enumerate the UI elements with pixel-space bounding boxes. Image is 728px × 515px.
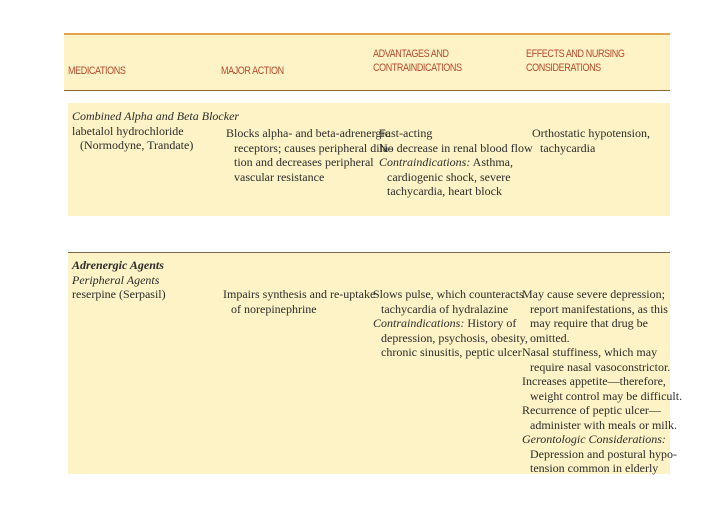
header-advantages: ADVANTAGES AND CONTRAINDICATIONS <box>373 48 462 74</box>
section2-top-rule <box>68 252 670 253</box>
section2-category: Adrenergic Agents <box>72 258 164 272</box>
section1-advantages: Fast-acting No decrease in renal blood flow Contraindications: Asthma, cardiogenic shock, severe tachycardia, heart block <box>379 126 533 198</box>
section1-medication <box>72 109 239 153</box>
section2-effects: May cause severe depression; report manifestations, as this may require that drug be omitted. Nasal stuffiness, which may require nasal vasoconstrictor. Increases appetite—therefore, weight control may be difficult. Recurrence of peptic ulcer— administer with meals or milk. Gerontologic Considerations: Depression and postural hypo- tension common in elderly <box>522 287 683 475</box>
section2-medication <box>72 258 166 302</box>
section2-action: Impairs synthesis and re-uptake of norepinephrine <box>223 287 376 316</box>
header-bottom-rule <box>64 90 670 91</box>
header-top-rule <box>64 33 670 35</box>
header-major-action: MAJOR ACTION <box>221 65 284 77</box>
section1-action: Blocks alpha- and beta-adrenergic receptors; causes peripheral dila- tion and decreases peripheral vascular resistance <box>226 126 393 184</box>
section1-drug: labetalol hydrochloride <box>72 123 184 138</box>
section2-advantages: Slows pulse, which counteracts tachycardia of hydralazine Contraindications: History of depression, psychosis, obesity, chronic sinusitis, peptic ulcer <box>373 287 528 359</box>
header-medications: MEDICATIONS <box>68 65 126 77</box>
section1-category: Combined Alpha and Beta Blocker <box>72 109 240 123</box>
section1-effects: Orthostatic hypotension, tachycardia <box>532 126 650 155</box>
section2-drug: reserpine (Serpasil) <box>72 287 166 301</box>
header-effects: EFFECTS AND NURSING CONSIDERATIONS <box>526 48 625 74</box>
section2-subcategory: Peripheral Agents <box>72 272 160 287</box>
section1-brand: (Normodyne, Trandate) <box>80 138 194 152</box>
